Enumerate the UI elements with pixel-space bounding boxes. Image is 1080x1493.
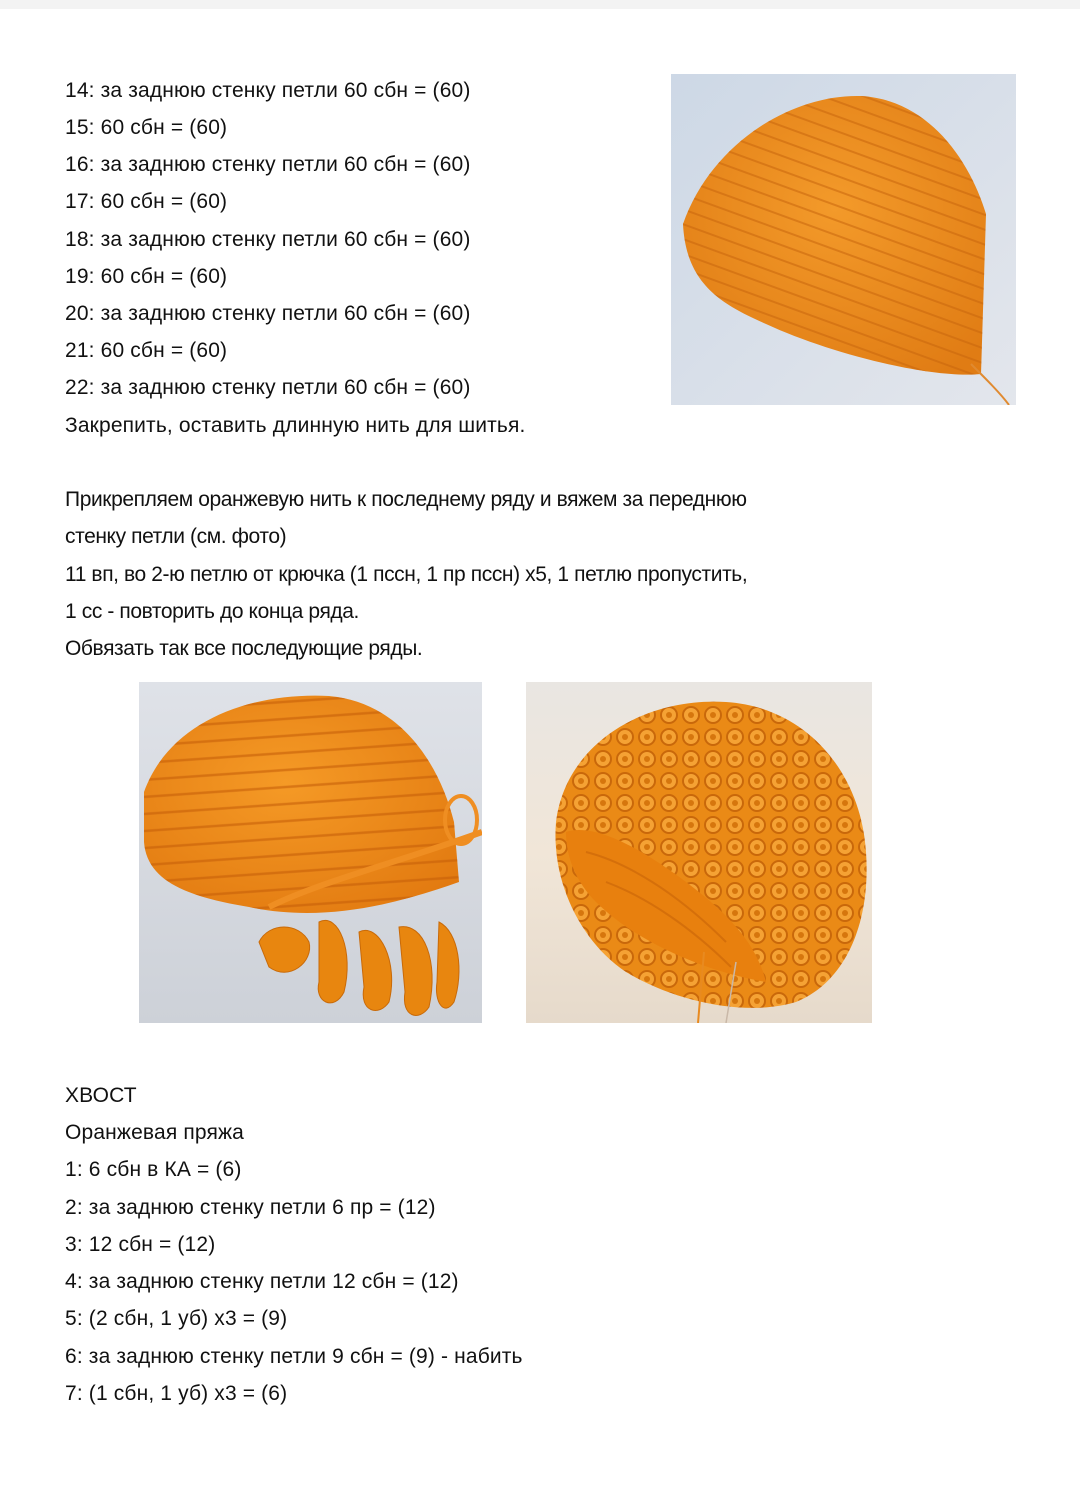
section-title-tail: ХВОСТ — [65, 1084, 137, 1107]
instruction-line: Обвязать так все последующие ряды. — [65, 637, 423, 660]
pattern-row: 22: за заднюю стенку петли 60 сбн = (60) — [65, 376, 471, 399]
pattern-row: 18: за заднюю стенку петли 60 сбн = (60) — [65, 228, 471, 251]
pattern-row: 2: за заднюю стенку петли 6 пр = (12) — [65, 1196, 436, 1219]
hair-curls-start-photo — [139, 682, 482, 1023]
instruction-line: 1 сс - повторить до конца ряда. — [65, 600, 359, 623]
pattern-row: 19: 60 сбн = (60) — [65, 265, 228, 288]
instruction-line: стенку петли (см. фото) — [65, 525, 287, 548]
instruction-line: Прикрепляем оранжевую нить к последнему ряду и вяжем за переднюю — [65, 488, 747, 511]
pattern-row: 1: 6 сбн в КА = (6) — [65, 1158, 242, 1181]
pattern-row: 17: 60 сбн = (60) — [65, 190, 228, 213]
crocheted-head-cap-photo — [671, 74, 1016, 405]
pattern-row: 7: (1 сбн, 1 уб) х3 = (6) — [65, 1382, 288, 1405]
instruction-line: 11 вп, во 2-ю петлю от крючка (1 пссн, 1 пр пссн) х5, 1 петлю пропустить, — [65, 563, 748, 586]
hair-curls-finished-photo — [526, 682, 872, 1023]
pattern-row: 5: (2 сбн, 1 уб) х3 = (9) — [65, 1307, 288, 1330]
pattern-row: 3: 12 сбн = (12) — [65, 1233, 216, 1256]
pattern-row: 16: за заднюю стенку петли 60 сбн = (60) — [65, 153, 471, 176]
pattern-row: 14: за заднюю стенку петли 60 сбн = (60) — [65, 79, 471, 102]
pattern-row: 6: за заднюю стенку петли 9 сбн = (9) - набить — [65, 1345, 523, 1368]
page-top-bar — [0, 0, 1080, 9]
pattern-row: 20: за заднюю стенку петли 60 сбн = (60) — [65, 302, 471, 325]
pattern-row: 15: 60 сбн = (60) — [65, 116, 228, 139]
yarn-note: Оранжевая пряжа — [65, 1121, 244, 1144]
finish-instruction: Закрепить, оставить длинную нить для шитья. — [65, 414, 526, 437]
pattern-row: 4: за заднюю стенку петли 12 сбн = (12) — [65, 1270, 459, 1293]
pattern-row: 21: 60 сбн = (60) — [65, 339, 228, 362]
